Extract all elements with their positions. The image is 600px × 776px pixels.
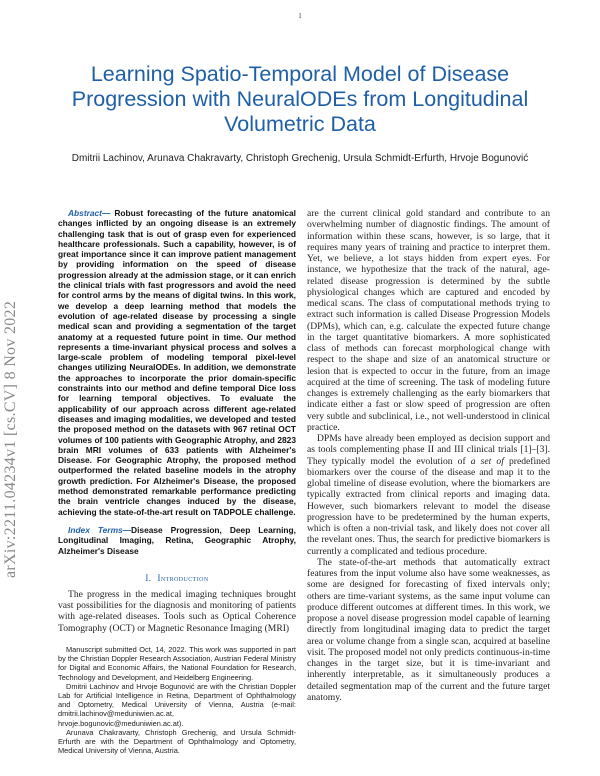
author-list: Dmitrii Lachinov, Arunava Chakravarty, Christoph Grechenig, Ursula Schmidt-Erfurth, Hrvoje Bogunović bbox=[71, 153, 529, 164]
abstract-label: Abstract— bbox=[68, 208, 111, 218]
index-terms bbox=[58, 525, 296, 556]
abstract bbox=[58, 208, 296, 517]
footnotes bbox=[58, 645, 296, 755]
page-number: 1 bbox=[298, 12, 302, 20]
right-column bbox=[307, 208, 550, 703]
paper-title: Learning Spatio-Temporal Model of Disease Progression with NeuralODEs from Longitudinal Volumetric Data bbox=[71, 62, 529, 136]
abstract-text: Robust forecasting of the future anatomical changes inflicted by an ongoing disease is an extremely challenging task that is out of grasp even for experienced healthcare professionals. Such a capability, however, is of great importance since it can improve patient management by providing information on the speed of disease progression already at the admission stage, or it can enrich the clinical trials with fast progressors and avoid the need for control arms by the means of digital twins. In this work, we develop a deep learning method that models the evolution of age-related disease by processing a single medical scan and providing a segmentation of the target anatomy at a requested future point in time. Our method represents a time-invariant physical process and solves a large-scale problem of modeling temporal pixel-level changes utilizing NeuralODEs. In addition, we demonstrate the approaches to incorporate the prior domain-specific constraints into our method and define temporal Dice loss for learning temporal objectives. To evaluate the applicability of our approach across different age-related diseases and imaging modalities, we developed and tested the proposed method on the datasets with 967 retinal OCT volumes of 100 patients with Geographic Atrophy, and 2823 brain MRI volumes of 633 patients with Alzheimer's Disease. For Geographic Atrophy, the proposed method outperformed the related baseline models in the atrophy growth prediction. For Alzheimer's Disease, the proposed method demonstrated remarkable performance predicting the brain ventricle changes induced by the disease, achieving the state-of-the-art result on TADPOLE challenge. bbox=[58, 208, 296, 517]
left-column bbox=[58, 208, 296, 755]
arxiv-identifier-stamp: arXiv:2211.04234v1 [cs.CV] 8 Nov 2022 bbox=[2, 300, 19, 578]
emphasis-a-set-of: a set of bbox=[470, 455, 504, 467]
body-paragraph-3: The state-of-the-art methods that automatically extract features from the input volume also have some weaknesses, as some are designed for forecasting of fixed intervals only; others are time-variant systems, as the same input volume can produce different outcomes at different times. In this work, we propose a novel disease progression model capable of learning directly from longitudinal imaging data to predict the target area or volume change from a single scan, acquired at baseline visit. The proposed model not only predicts continuous-in-time changes in the target size, but it is time-invariant and inherently interpretable, as it simultaneously produces a detailed segmentation map of the current and the future target anatomy. bbox=[307, 556, 550, 703]
body-paragraph-1: are the current clinical gold standard and contribute to an overwhelming number of diagnostic findings. The amount of information within these scans, however, is so large, that it requires many years of training and practice to interpret them. Yet, we believe, a lot stays hidden from expert eyes. For instance, we hypothesize that the track of the natural, age-related disease progression is determined by the subtle physiological changes which are captured and encoded by medical scans. The class of computational methods trying to extract such information is called Disease Progression Models (DPMs), which can, e.g. calculate the expected future change in the target quantitative biomarkers. A more sophisticated class of methods can forecast morphological change with respect to the shape and size of an anatomical structure or lesion that is expected to occur in the future, from an image acquired at the time of screening. The task of modeling future changes is extremely challenging as the early biomarkers that indicate either a fast or slow speed of progression are often very subtle and subclinical, i.e., not well-understood in clinical practice. bbox=[307, 208, 550, 433]
index-terms-text: Disease Progression, Deep Learning, Longitudinal Imaging, Retina, Geographic Atrophy, Alzheimer's Disease bbox=[58, 524, 296, 556]
section-title: Introduction bbox=[157, 572, 209, 583]
paragraph-2-end: predefined biomarkers over the course of the disease and map it to the global timeline of disease evolution, where the biomarkers are typically extracted from clinical reports and imaging data. However, such biomarkers relevant to model the disease progression have to be predetermined by the human experts, which is often a non-trivial task, and likely does not cover all the revelant ones. Thus, the search for predictive biomarkers is currently a complicated and tedious procedure. bbox=[307, 455, 551, 557]
paragraph-2-start: DPMs have already been employed as decision support and as tools complementing phase II and III clinical trials [1]–[3]. They typically model the evolution of bbox=[307, 433, 550, 467]
section-numeral: I. bbox=[145, 572, 152, 583]
footnote-manuscript: Manuscript submitted Oct, 14, 2022. This work was supported in part by the Christian Doppler Research Association, Austrian Federal Ministry for Digital and Economic Affairs, the National Foundation for Research, Technology and Development, and Heidelberg Engineering. bbox=[58, 644, 296, 682]
section-heading-introduction bbox=[58, 573, 296, 583]
index-terms-label: Index Terms— bbox=[68, 524, 132, 535]
body-paragraph-2 bbox=[307, 433, 550, 557]
footnote-affiliation-1: Dmitrii Lachinov and Hrvoje Bogunović are with the Christian Doppler Lab for Artificial Intelligence in Retina, Department of Ophthalmology and Optometry, Medical University of Vienna, Austria (e-mail: dmitrii.lachinov@meduniwien.ac.at, hrvoje.bogunovic@meduniwien.ac.at). bbox=[58, 681, 296, 728]
intro-paragraph: The progress in the medical imaging techniques brought vast possibilities for the diagnosis and monitoring of patients with age-related diseases. Tools such as Optical Coherence Tomography (OCT) or Magnetic Resonance Imaging (MRI) bbox=[58, 588, 296, 634]
footnote-affiliation-2: Arunava Chakravarty, Christoph Grechenig, and Ursula Schmidt-Erfurth are with the Department of Ophthalmology and Optometry, Medical University of Vienna, Austria. bbox=[58, 727, 296, 756]
